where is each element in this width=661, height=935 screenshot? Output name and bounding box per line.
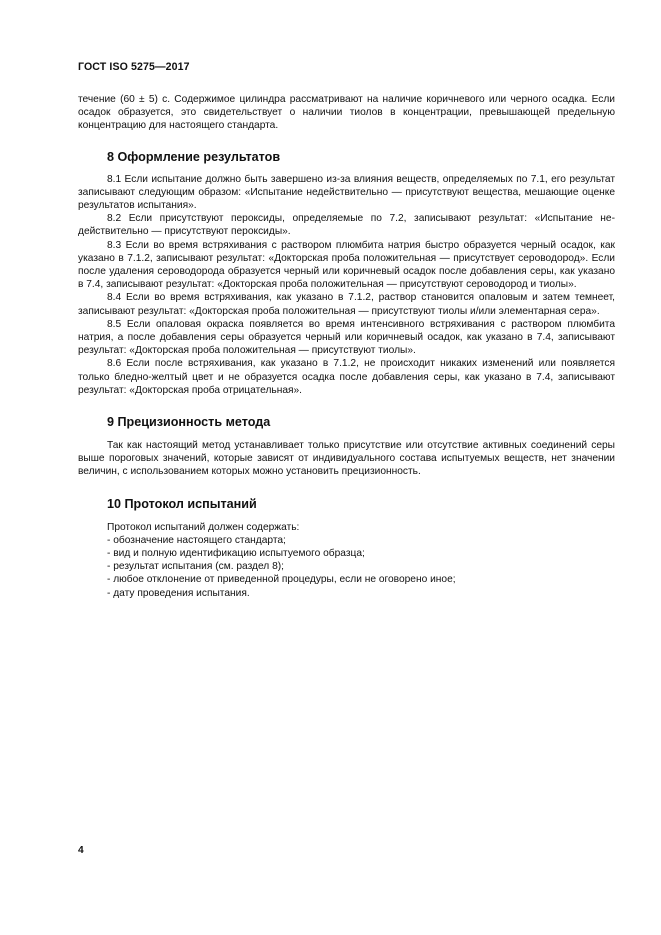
paragraph-8-4: 8.4 Если во время встряхивания, как указано в 7.1.2, раствор становится опаловым и затем темнеет, записывают результат: «Докторская проба положительная — присутствуют тиолы и/или элементарная сера». <box>78 292 615 317</box>
page-content <box>78 93 615 600</box>
protocol-lead: Протокол испытаний должен содержать: <box>107 521 300 533</box>
list-item: - дату проведения испытания. <box>107 587 250 599</box>
list-item: - вид и полную идентификацию испытуемого образца; <box>107 548 365 560</box>
running-header: ГОСТ ISO 5275—2017 <box>78 61 190 73</box>
paragraph-8-1: 8.1 Если испытание должно быть завершено из-за влияния веществ, определяемых по 7.1, его результат записывают следующим образом: «Испытание недействительно — присутствуют вещества, мешающие оценке результатов испытания». <box>78 173 615 212</box>
section-10-title: 10 Протокол испытаний <box>107 496 257 511</box>
list-item: - результат испытания (см. раздел 8); <box>107 561 284 573</box>
paragraph-8-5: 8.5 Если опаловая окраска появляется во время интенсивного встряхивания с раствором плюмбита натрия, а после добавления серы образуется черный или коричневый осадок, как указано в 7.4, записывают результат: «Докторская проба положительная — присутствуют тиолы». <box>78 318 615 357</box>
paragraph-8-2: 8.2 Если присутствуют пероксиды, определяемые по 7.2, записывают результат: «Испытание недействительно — присутствуют пероксиды». <box>78 213 615 238</box>
paragraph-9: Так как настоящий метод устанавливает только присутствие или отсутствие активных соединений серы выше пороговых значений, которые зависят от индивидуального состава испытуемых веществ, нет значении величин, с использованием которых можно установить прецизионность. <box>78 440 615 478</box>
section-9-title: 9 Прецизионность метода <box>107 415 271 430</box>
protocol-list <box>78 534 615 600</box>
paragraph-8-3: 8.3 Если во время встряхивания с раствором плюмбита натрия быстро образуется черный осадок, как указано в 7.1.2, записывают результат: «Докторская проба положительная — присутствует сероводород». Если после удаления сероводорода образуется черный или коричневый осадок после добавления серы, как указано в 7.4, записывают результат: «Докторская проба положительная — присутствуют сероводород и тиолы». <box>78 239 615 291</box>
intro-paragraph: течение (60 ± 5) с. Содержимое цилиндра рассматривают на наличие коричневого или черного осадка. Если осадок образуется, это свидетельствует о наличии тиолов в концентрации, превышающей предельную концентрацию для настоящего стандарта. <box>78 94 615 132</box>
paragraph-8-6: 8.6 Если после встряхивания, как указано в 7.1.2, не происходит никаких изменений или появляется только бледно-желтый цвет и не образуется осадка после добавления серы, как указано в 7.4, записывают результат: «Докторская проба отрицательная». <box>78 358 615 396</box>
page-number: 4 <box>78 845 84 856</box>
list-item: - обозначение настоящего стандарта; <box>107 534 286 546</box>
section-8-title: 8 Оформление результатов <box>107 149 281 164</box>
list-item: - любое отклонение от приведенной процедуры, если не оговорено иное; <box>107 574 456 586</box>
